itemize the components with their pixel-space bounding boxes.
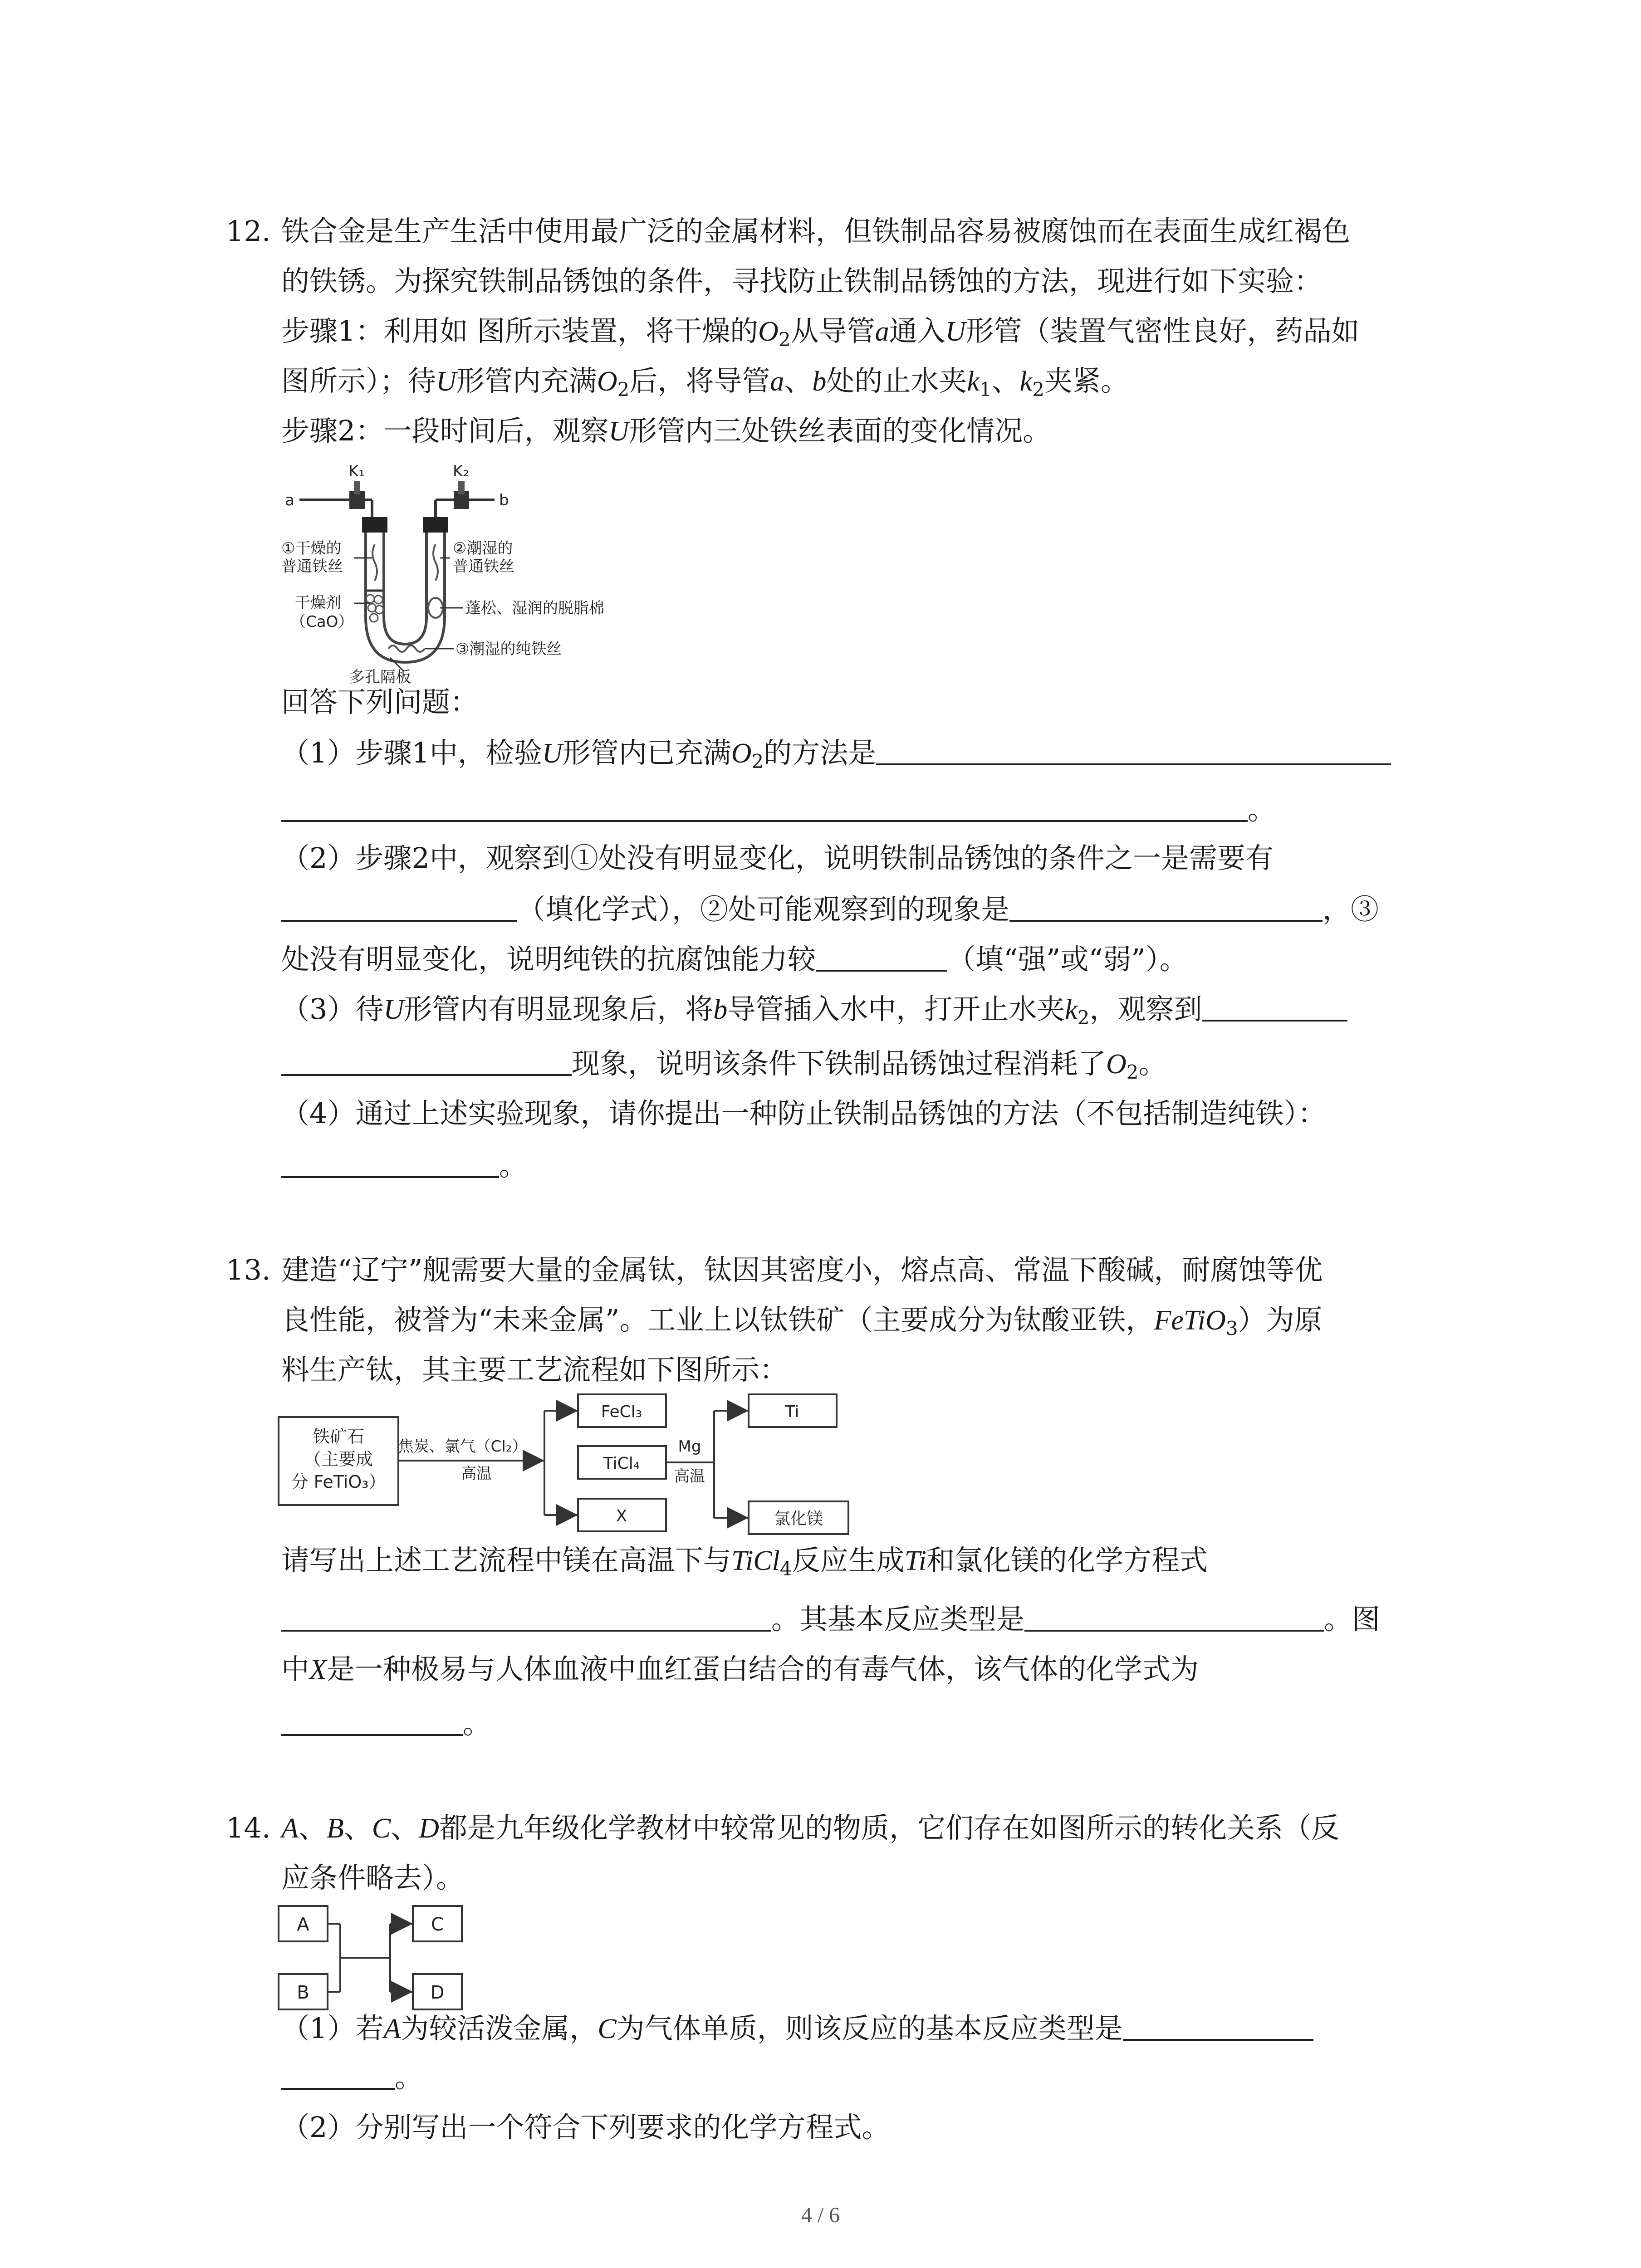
page-number: 4 / 6 [801, 2203, 840, 2227]
flow-condition-1: 焦炭、氯气（Cl₂） [398, 1437, 528, 1456]
label-desiccant: 干燥剂 [295, 594, 341, 612]
label-porous-plate: 多孔隔板 [349, 668, 411, 685]
q13-line-5: 。其基本反应类型是 。图 [281, 1601, 1380, 1637]
label-a: a [285, 491, 294, 509]
label-k2: K₂ [453, 462, 469, 480]
label-dry-iron-2: 普通铁丝 [281, 557, 343, 576]
q14-line-1: A、B、C、D都是九年级化学教材中较常见的物质，它们存在如图所示的转化关系（反 [281, 1811, 1339, 1844]
q12-part3-line-1: （3）待U形管内有明显现象后，将b导管插入水中，打开止水夹$k_2$，观察到 [281, 991, 1347, 1028]
q12-part2-line-1: （2）步骤2中，观察到①处没有明显变化，说明铁制品锈蚀的条件之一是需要有 [281, 841, 1274, 875]
flow-ticl4: TiCl₄ [603, 1454, 640, 1473]
q12-part3-blank-a[interactable] [1202, 994, 1347, 1022]
box-b: B [297, 1982, 309, 2003]
q13-blank-reaction-type[interactable] [1024, 1604, 1324, 1632]
q12-part2-line-2: （填化学式），②处可能观察到的现象是 ，③ [281, 891, 1379, 928]
q12-part1-line-1: （1）步骤1中，检验U形管内已充满$O_2$的方法是 [281, 735, 1391, 772]
label-cao: （CaO） [290, 613, 354, 631]
titanium-process-flowchart [277, 1393, 876, 1547]
q12-part4-blank[interactable] [281, 1151, 499, 1178]
q14-line-2: 应条件略去）。 [281, 1861, 465, 1894]
q12-part1-blank-a[interactable] [876, 738, 1391, 765]
flow-fecl3: FeCl₃ [601, 1403, 642, 1421]
q13-blank-equation[interactable] [281, 1604, 771, 1632]
q14-part1-blank-b[interactable] [281, 2063, 395, 2090]
q13-number: 13. [226, 1253, 271, 1286]
q14-part2: （2）分别写出一个符合下列要求的化学方程式。 [281, 2111, 890, 2144]
flow-x: X [616, 1507, 627, 1525]
q12-part2-line-3: 处没有明显变化，说明纯铁的抗腐蚀能力较 （填“强”或“弱”）。 [281, 943, 1188, 976]
abcd-transformation-diagram [277, 1904, 467, 2013]
box-a: A [297, 1914, 309, 1935]
label-pure-iron: ③潮湿的纯铁丝 [456, 640, 562, 658]
q12-part2-blank-phenomenon[interactable] [1009, 894, 1323, 922]
box-c: C [431, 1914, 444, 1935]
q12-part3-line-2: 现象，说明该条件下铁制品锈蚀过程消耗了$O_2$。 [281, 1046, 1167, 1082]
label-wet-iron-2: 普通铁丝 [453, 557, 514, 576]
q12-answer-intro: 回答下列问题： [281, 685, 479, 719]
label-cotton: 蓬松、湿润的脱脂棉 [465, 599, 604, 617]
q13-line-4: 请写出上述工艺流程中镁在高温下与TiCl$_4$反应生成Ti和氯化镁的化学方程式 [281, 1544, 1208, 1580]
q12-step2: 步骤2：一段时间后，观察U形管内三处铁丝表面的变化情况。 [281, 414, 1051, 447]
q14-part1-blank-a[interactable] [1123, 2014, 1313, 2041]
flow-ore-line-1: 铁矿石 [312, 1427, 365, 1447]
q12-part1-line-2: 。 [281, 792, 1276, 828]
q12-step1-line-2: 图所示）；待U形管内充满$O_2$后，将导管a、b处的止水夹$k_1$、$k_2$夹紧。 [281, 364, 1129, 401]
q14-part1-line-1: （1）若A为较活泼金属，C为气体单质，则该反应的基本反应类型是 [281, 2010, 1313, 2047]
q12-part3-blank-b[interactable] [281, 1049, 572, 1076]
flow-ti: Ti [785, 1403, 799, 1421]
q12-step1-line-1: 步骤1：利用如 图所示装置，将干燥的$O_2$从导管a通入U形管（装置气密性良好，药品如 [281, 314, 1360, 351]
q13-blank-formula[interactable] [281, 1709, 463, 1736]
label-wet-iron-1: ②潮湿的 [453, 539, 513, 557]
flow-mg: Mg [678, 1437, 701, 1456]
q13-line-3: 料生产钛，其主要工艺流程如下图所示： [281, 1353, 788, 1386]
flow-ore-line-2: （主要成 [304, 1449, 373, 1469]
u-tube-apparatus-diagram [281, 458, 662, 685]
q12-part1-blank-b[interactable] [281, 795, 1248, 822]
flow-mg-condition: 高温 [674, 1467, 705, 1486]
q12-line-1: 铁合金是生产生活中使用最广泛的金属材料，但铁制品容易被腐蚀而在表面生成红褐色 [281, 215, 1351, 248]
q12-part4-line-1: （4）通过上述实验现象，请你提出一种防止铁制品锈蚀的方法（不包括制造纯铁）： [281, 1097, 1326, 1130]
q13-line-6: 中X是一种极易与人体血液中血红蛋白结合的有毒气体，该气体的化学式为 [281, 1652, 1199, 1686]
label-b: b [499, 491, 509, 509]
label-k1: K₁ [348, 462, 365, 480]
q14-part1-line-2: 。 [281, 2059, 423, 2096]
q14-number: 14. [226, 1811, 271, 1844]
q13-line-7: 。 [281, 1706, 491, 1742]
q13-line-2: 良性能，被誉为“未来金属”。工业上以钛铁矿（主要成分为钛酸亚铁，FeTiO$_3$）为原 [281, 1303, 1323, 1339]
flow-condition-2: 高温 [461, 1465, 492, 1483]
q12-part2-blank-strength[interactable] [816, 944, 947, 972]
q13-line-1: 建造“辽宁”舰需要大量的金属钛，钛因其密度小，熔点高、常温下酸碱，耐腐蚀等优 [281, 1253, 1323, 1286]
q12-part2-blank-formula[interactable] [281, 894, 517, 922]
flow-mgcl2: 氯化镁 [774, 1510, 823, 1528]
q12-part4-line-2: 。 [281, 1148, 527, 1184]
label-dry-iron-1: ①干燥的 [281, 539, 342, 557]
box-d: D [430, 1982, 445, 2003]
flow-ore-line-3: 分 FeTiO₃） [291, 1472, 386, 1492]
q12-line-2: 的铁锈。为探究铁制品锈蚀的条件，寻找防止铁制品锈蚀的方法，现进行如下实验： [281, 264, 1323, 298]
q12-number: 12. [226, 215, 271, 248]
